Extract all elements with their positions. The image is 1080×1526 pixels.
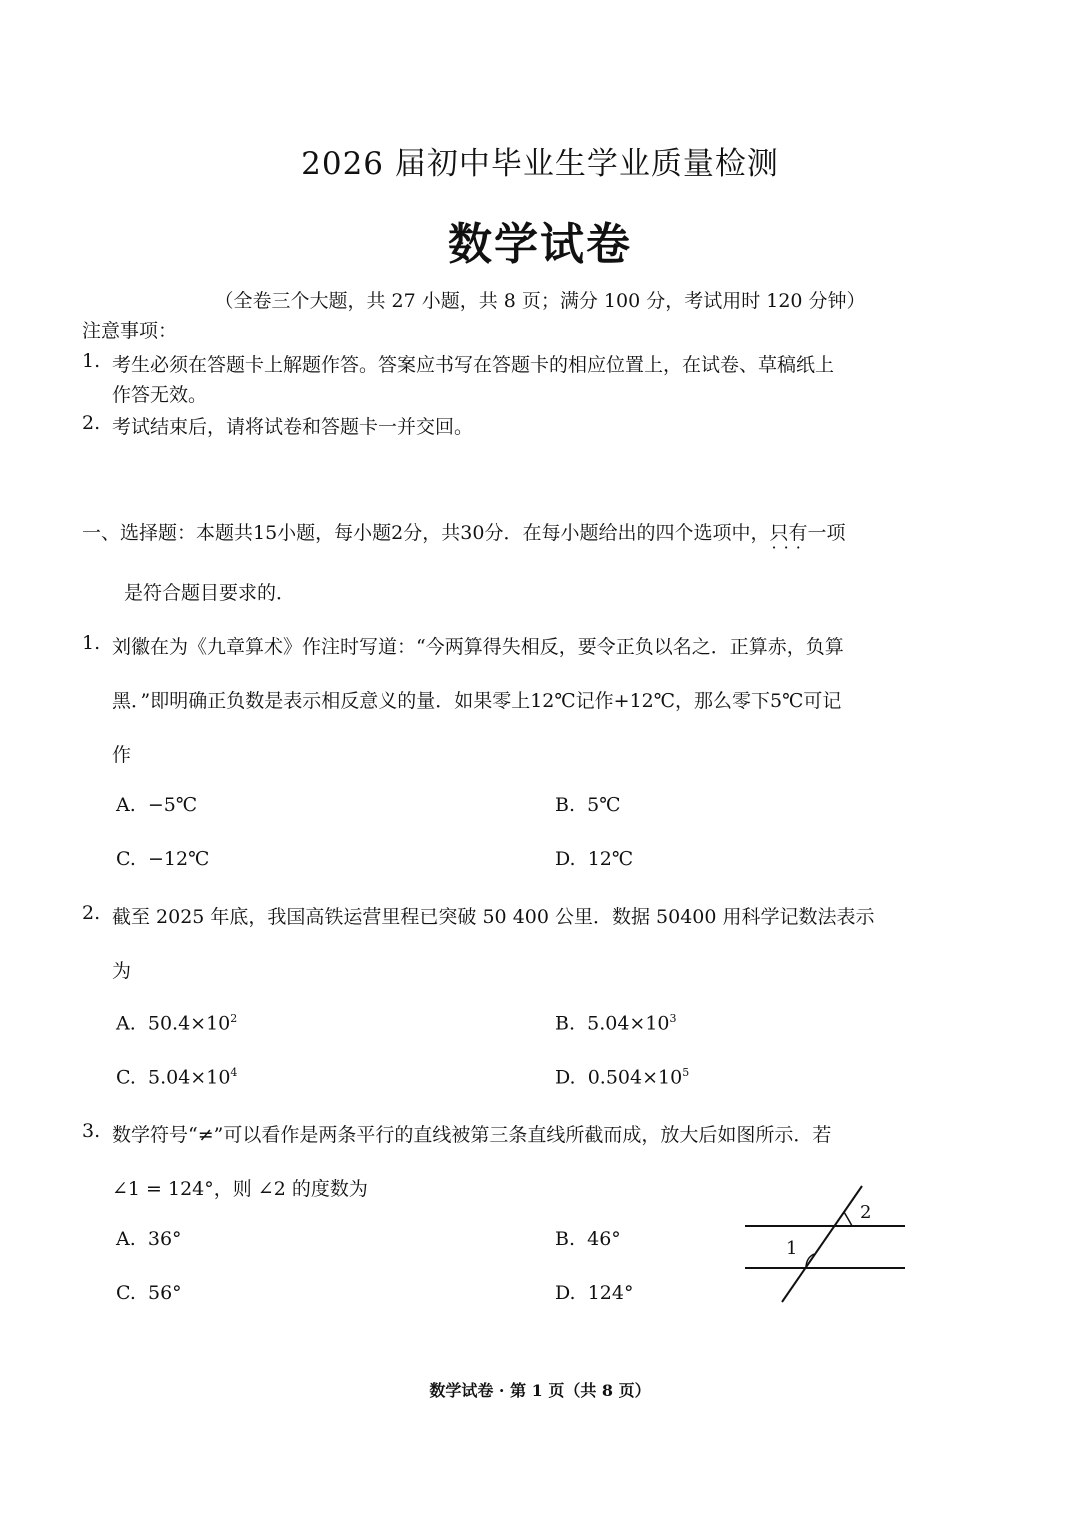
- angle-2-arc: [844, 1212, 852, 1226]
- question-2-option-b: [555, 1012, 677, 1034]
- option-letter: B.: [555, 1012, 576, 1035]
- option-letter: D.: [555, 1066, 576, 1089]
- question-1-line: 黑．”即明确正负数是表示相反意义的量．如果零上12℃记作+12℃，那么零下5℃可记: [112, 690, 842, 712]
- question-2-line: 为: [112, 960, 132, 982]
- option-text: 36°: [147, 1228, 182, 1250]
- question-3-option-b: [555, 1228, 621, 1250]
- question-1-line: 刘徽在为《九章算术》作注时写道：“今两算得失相反，要令正负以名之．正算赤，负算: [112, 636, 844, 658]
- question-1-option-c: [116, 848, 209, 870]
- question-1-option-d: [555, 848, 633, 870]
- question-3-option-d: [555, 1282, 633, 1304]
- note-1-number: 1.: [82, 350, 101, 372]
- option-base: 50.4×10: [147, 1012, 231, 1035]
- option-exponent: 4: [230, 1066, 238, 1079]
- section-1-emphasis: 只有一项 · · ·: [769, 522, 845, 544]
- parallel-lines-figure: [740, 1182, 910, 1306]
- option-letter: D.: [555, 848, 576, 870]
- option-text: −5℃: [147, 794, 198, 816]
- question-2-option-d: [555, 1066, 689, 1088]
- note-2-line1: 考试结束后，请将试卷和答题卡一并交回。: [112, 416, 474, 438]
- option-letter: D.: [555, 1282, 576, 1304]
- option-exponent: 3: [669, 1012, 677, 1025]
- angle-2-label: 2: [860, 1202, 872, 1223]
- angle-1-label: 1: [786, 1238, 798, 1259]
- option-text: 12℃: [587, 848, 634, 870]
- note-1-line2: 作答无效。: [112, 384, 208, 406]
- option-base: 0.504×10: [587, 1066, 683, 1089]
- question-3-line: 数学符号“≠”可以看作是两条平行的直线被第三条直线所截而成，放大后如图所示．若: [112, 1124, 832, 1146]
- option-text: 46°: [587, 1228, 621, 1250]
- option-letter: B.: [555, 1228, 576, 1250]
- option-text: 5℃: [587, 794, 621, 816]
- option-exponent: 2: [230, 1012, 238, 1025]
- exam-title: 2026 届初中毕业生学业质量检测: [301, 146, 779, 182]
- question-2-option-a: [116, 1012, 237, 1034]
- option-letter: A.: [116, 1228, 136, 1250]
- option-letter: A.: [116, 1012, 136, 1035]
- option-letter: A.: [116, 794, 136, 816]
- note-2-number: 2.: [82, 412, 101, 434]
- section-1-line2: 是符合题目要求的．: [124, 582, 296, 604]
- question-3-option-c: [116, 1282, 182, 1304]
- question-2-option-c: [116, 1066, 237, 1088]
- exam-info: （全卷三个大题，共 27 小题，共 8 页；满分 100 分，考试用时 120 分钟）: [214, 290, 866, 312]
- question-3-line: ∠1 = 124°，则 ∠2 的度数为: [112, 1178, 368, 1200]
- section-1-line1: 一、选择题：本题共15小题，每小题2分，共30分．在每小题给出的四个选项中，: [82, 522, 770, 544]
- option-letter: C.: [116, 1066, 136, 1089]
- question-2-line: 截至 2025 年底，我国高铁运营里程已突破 50 400 公里．数据 50400 用科学记数法表示: [112, 906, 875, 928]
- exam-subtitle: 数学试卷: [448, 219, 632, 270]
- option-letter: C.: [116, 848, 136, 870]
- option-base: 5.04×10: [148, 1066, 231, 1089]
- question-2-number: 2.: [82, 902, 101, 924]
- question-1-option-a: [116, 794, 197, 816]
- question-3-number: 3.: [82, 1120, 101, 1142]
- option-base: 5.04×10: [587, 1012, 670, 1035]
- section-1-heading: [82, 518, 845, 545]
- option-text: 56°: [148, 1282, 182, 1304]
- question-3-option-a: [116, 1228, 182, 1250]
- question-1-number: 1.: [82, 632, 101, 654]
- notes-heading: 注意事项：: [82, 320, 178, 342]
- question-1-line: 作: [112, 744, 132, 766]
- option-letter: B.: [555, 794, 576, 816]
- option-exponent: 5: [682, 1066, 690, 1079]
- option-text: −12℃: [148, 848, 210, 870]
- option-letter: C.: [116, 1282, 136, 1304]
- note-1-line1: 考生必须在答题卡上解题作答。答案应书写在答题卡的相应位置上，在试卷、草稿纸上: [112, 354, 835, 376]
- option-text: 124°: [587, 1282, 634, 1304]
- question-1-option-b: [555, 794, 620, 816]
- page-footer: 数学试卷 · 第 1 页（共 8 页）: [429, 1381, 651, 1400]
